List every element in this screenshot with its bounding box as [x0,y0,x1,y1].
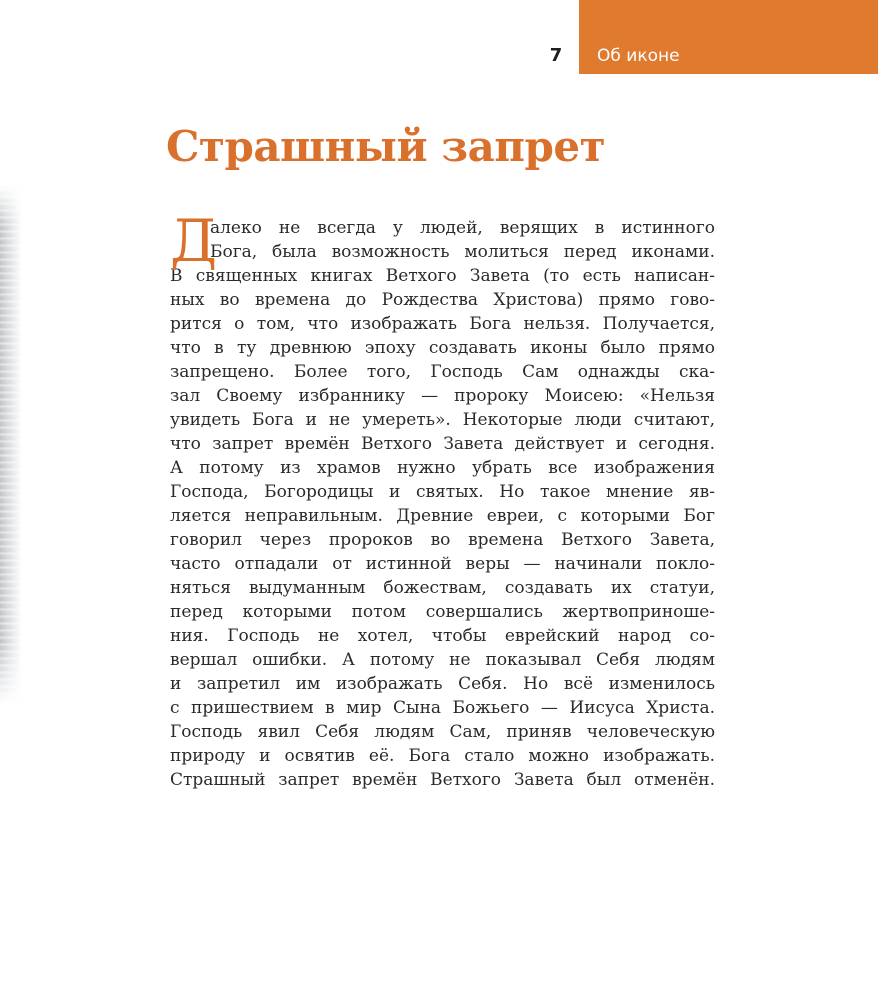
page-number: 7 [549,45,563,66]
body-line: ных во времена до Рождества Христова) прямо гово- [170,290,715,310]
body-line: перед которыми потом совершались жертвоприноше- [170,602,715,622]
body-line: часто отпадали от истинной веры — начинали покло- [170,554,715,574]
drop-cap: Д [170,207,218,275]
body-line: что в ту древнюю эпоху создавать иконы было прямо [170,338,715,358]
body-line: Страшный запрет времён Ветхого Завета был отменён. [170,770,715,790]
body-line: увидеть Бога и не умереть». Некоторые люди считают, [170,410,715,430]
page-edge-texture [0,185,22,705]
body-line: говорил через пророков во времена Ветхого Завета, [170,530,715,550]
article-title: Страшный запрет [166,122,606,171]
body-line: ния. Господь не хотел, чтобы еврейский народ со- [170,626,715,646]
body-line: природу и освятив её. Бога стало можно изображать. [170,746,715,766]
body-line: рится о том, что изображать Бога нельзя. Получается, [170,314,715,334]
body-line: Бога, была возможность молиться перед иконами. [210,242,715,262]
article-body [170,207,715,792]
body-line: Господь явил Себя людям Сам, приняв человеческую [170,722,715,742]
body-line: зал Своему избраннику — пророку Моисею: «Нельзя [170,386,715,406]
body-line: А потому из храмов нужно убрать все изображения [170,458,715,478]
section-label: Об иконе [597,46,680,66]
body-line: ляется неправильным. Древние евреи, с которыми Бог [170,506,715,526]
body-line: с пришествием в мир Сына Божьего — Иисуса Христа. [170,698,715,718]
body-line: В священных книгах Ветхого Завета (то есть написан- [170,266,715,286]
body-line: Господа, Богородицы и святых. Но такое мнение яв- [170,482,715,502]
body-line: вершал ошибки. А потому не показывал Себя людям [170,650,715,670]
section-header-tab [579,0,878,74]
body-line: алеко не всегда у людей, верящих в истинного [210,218,715,238]
body-line: и запретил им изображать Себя. Но всё изменилось [170,674,715,694]
body-line: запрещено. Более того, Господь Сам однажды ска- [170,362,715,382]
body-line: няться выдуманным божествам, создавать их статуи, [170,578,715,598]
body-line: что запрет времён Ветхого Завета действует и сегодня. [170,434,715,454]
